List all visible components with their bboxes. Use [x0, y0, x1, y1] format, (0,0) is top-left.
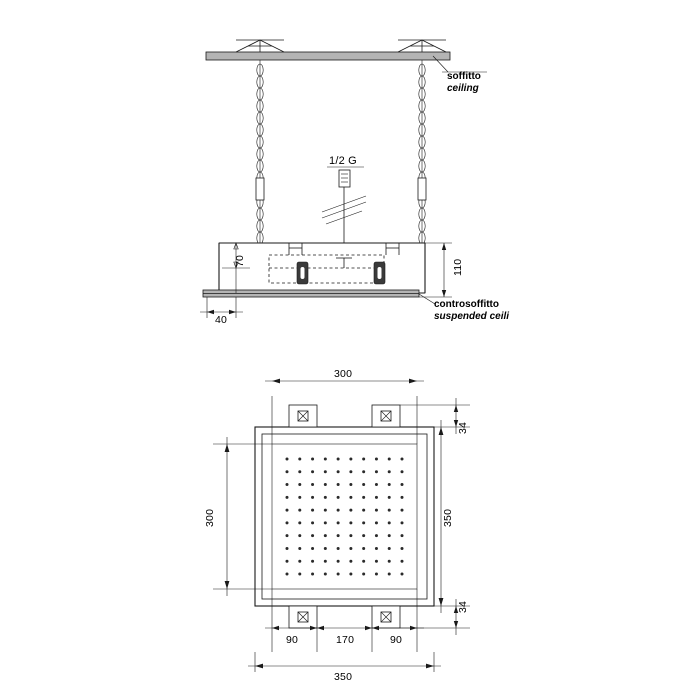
label-thread-size: 1/2 G: [329, 155, 357, 167]
dimension-label-plan-tab-bottom-34: 34: [457, 600, 469, 613]
right-ceiling-bracket: [398, 40, 446, 52]
dimension-label-plan-350-bottom: 350: [334, 671, 353, 683]
dimension-label-plan-170: 170: [336, 634, 355, 646]
dimension-label-110: 110: [452, 258, 464, 276]
suspended-label-leader: [419, 294, 435, 304]
label-ceiling-it: soffitto: [447, 71, 481, 82]
left-chain: [256, 60, 264, 244]
right-chain: [418, 60, 426, 244]
dimension-label-70: 70: [234, 254, 246, 267]
left-ceiling-bracket: [236, 40, 284, 52]
dimension-label-plan-left-300: 300: [204, 508, 216, 527]
dimension-label-plan-90-left: 90: [286, 634, 299, 646]
label-ceiling-en: ceiling: [447, 83, 479, 94]
label-suspended-ceiling-it: controsoffitto: [434, 299, 499, 310]
dimension-label-plan-tab-top-34: 34: [457, 421, 469, 434]
dimension-label-40: 40: [215, 314, 228, 326]
ceiling-slab: [206, 52, 450, 60]
dimension-label-plan-90-right: 90: [390, 634, 403, 646]
dimension-plan-350-bottom: [248, 652, 441, 672]
dimension-label-plan-top-300: 300: [334, 368, 353, 380]
suspended-ceiling-slab: [203, 290, 419, 297]
dimension-label-plan-right-350: 350: [442, 508, 454, 527]
plan-outer-plate: [255, 427, 434, 606]
label-suspended-ceiling-en: suspended ceili: [434, 311, 510, 322]
